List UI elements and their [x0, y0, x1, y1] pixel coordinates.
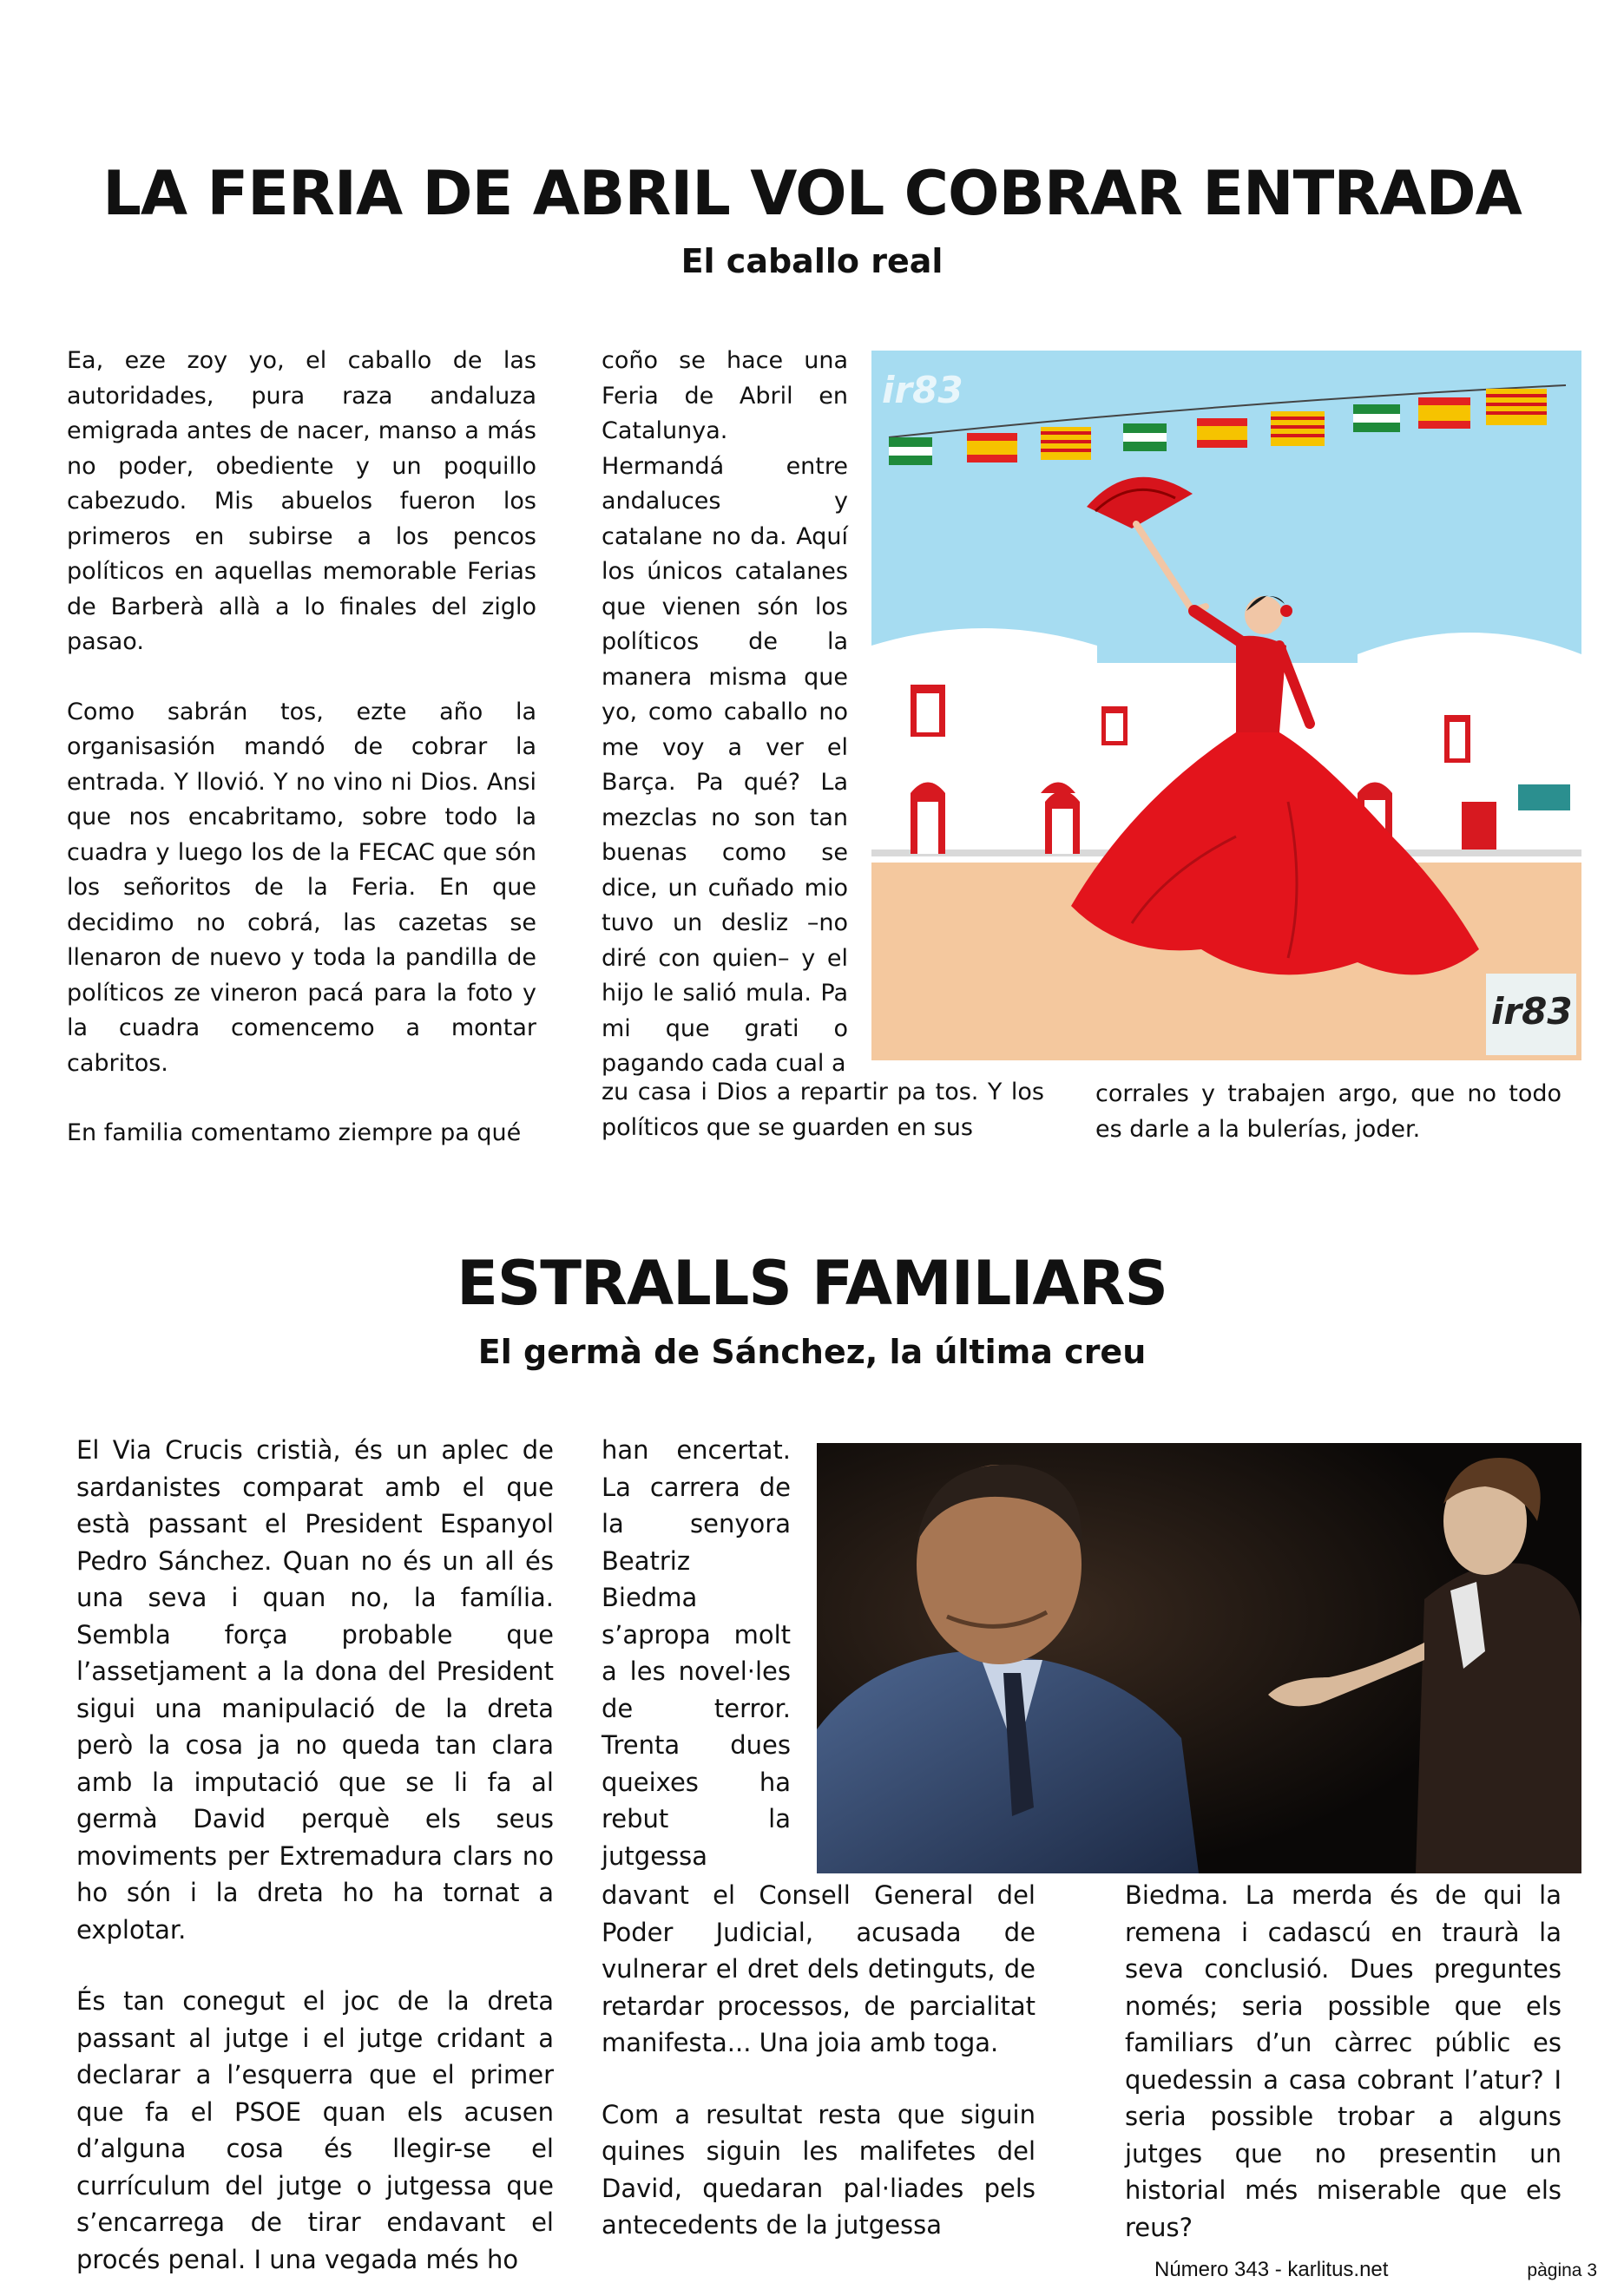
headline-estralls: ESTRALLS FAMILIARS	[457, 1248, 1167, 1319]
article2-paragraph-1: El Via Crucis cristià, és un aplec de sardanistes comparat amb el que està passant el President Espanyol Pedro Sánchez. Quan no és un all és una seva i quan no, la família. Sembla força probable que l’assetjament a la dona del President sigui una manipulació de la dreta però la cosa ja no queda tan clara amb la imputació que se li fa al germà David perquè els seus moviments per Extremadura clars no ho són i la dreta ho ha tornat a explotar.	[76, 1435, 554, 1945]
article1-column-3	[1095, 1077, 1562, 1147]
sanchez-brothers-image	[817, 1443, 1581, 1873]
article1-paragraph-3: En familia comentamo ziempre pa qué	[67, 1119, 522, 1146]
article1-column-2-bottom	[602, 1075, 1044, 1145]
flamenco-dancer-image	[871, 351, 1581, 1060]
article1-column-3-text: corrales y trabajen argo, que no todo es darle a la bulerías, joder.	[1095, 1080, 1562, 1143]
subhead-estralls: El germà de Sánchez, la última creu	[477, 1333, 1147, 1371]
article1-paragraph-1: Ea, eze zoy yo, el caballo de las autoridades, pura raza andaluza emigrada antes de nacer, manso a más no poder, obediente y un poquillo cabezudo. Mis abuelos fueron los primeros en subirse a los pencos políticos en aquellas memorable Ferias de Barberà allà a lo finales del ziglo pasao.	[67, 347, 536, 655]
article2-column-3-text: Biedma. La merda és de qui la remena i cadascú en traurà la seva conclusió. Dues preguntes només; seria possible que els familiars d’un càrrec públic es quedessin a casa cobrant l’atur? I seria possible trobar a alguns jutges que no presentin un historial més miserable que els reus?	[1125, 1880, 1562, 2242]
article2-column-1	[76, 1432, 554, 2278]
article1-paragraph-2: Como sabrán tos, ezte año la organisasión mandó de cobrar la entrada. Y llovió. Y no vino ni Dios. Ansi que nos encabritamo, sobre todo la cuadra y luego los de la FECAC que són los señoritos de la Feria. En que decidimo no cobrá, las cazetas se llenaron de nuevo y toda la pandilla de políticos ze vineron pacá para la foto y la cuadra comencemo a montar cabritos.	[67, 698, 536, 1077]
article2-paragraph-2: És tan conegut el joc de la dreta passant al jutge i el jutge cridant a declarar a l’esquerra que el primer que fa el PSOE quan els acusen d’alguna cosa és llegir-se el currículum del jutge o jutgessa que s’encarrega de tirar endavant el procés penal. I una vegada més ho	[76, 1986, 554, 2274]
article2-column-2	[602, 1432, 791, 1874]
footer-issue: Número 343 - karlitus.net	[1154, 2258, 1389, 2281]
article2-column-3	[1125, 1877, 1562, 2246]
article1-column-2-text: coño se hace una Feria de Abril en Catalunya. Hermandá entre andaluces y catalane no da. Aquí los únicos catalanes que vienen són los políticos de la manera misma que yo, como caballo no me voy a ver el Barça. Pa qué? La mezclas no son tan buenas como se dice, un cuñado mio tuvo un desliz –no diré con quien– y el hijo le salió mula. Pa mi que grati o pagando cada cual a	[602, 347, 848, 1077]
article2-column-2-text: han encertat. La carrera de la senyora Beatriz Biedma s’apropa molt a les novel·les de terror. Trenta dues queixes ha rebut la jutgessa	[602, 1435, 791, 1871]
article2-column-2-paragraph-1: davant el Consell General del Poder Judicial, acusada de vulnerar el dret dels detinguts, de retardar processos, de parcialitat manifesta... Una joia amb toga.	[602, 1880, 1036, 2057]
article1-column-2-bottom-text: zu casa i Dios a repartir pa tos. Y los políticos que se guarden en sus	[602, 1079, 1044, 1141]
watermark-top: ir83	[882, 369, 963, 411]
article2-column-2-bottom	[602, 1877, 1036, 2244]
watermark-bottom: ir83	[1491, 990, 1573, 1033]
feria-illustration	[871, 351, 1581, 1060]
subhead-feria: El caballo real	[681, 242, 943, 280]
article2-column-2-paragraph-2: Com a resultat resta que siguin quines siguin les malifetes del David, quedaran pal·liades pels antecedents de la jutgessa	[602, 2099, 1036, 2240]
sanchez-photo	[817, 1443, 1581, 1873]
article1-column-1	[67, 344, 536, 1151]
footer-page-number: pàgina 3	[1527, 2260, 1597, 2280]
article1-column-2	[602, 344, 848, 1082]
headline-feria: LA FERIA DE ABRIL VOL COBRAR ENTRADA	[102, 158, 1522, 229]
